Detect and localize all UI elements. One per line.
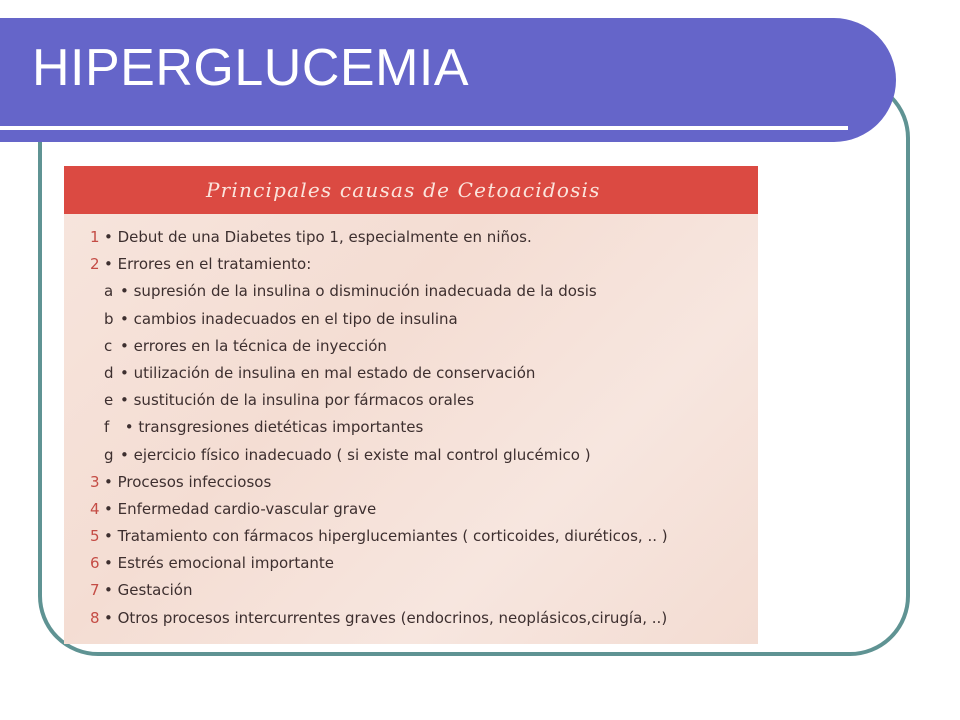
cause-subitem <box>64 360 758 387</box>
card-heading: Principales causas de Cetoacidosis <box>206 178 601 202</box>
card-header <box>64 166 758 214</box>
item-text: • Otros procesos intercurrentes graves (endocrinos, neoplásicos,cirugía, ..) <box>104 608 668 627</box>
item-marker: 2 <box>90 255 100 274</box>
item-marker: 8 <box>90 608 100 627</box>
item-marker: 6 <box>90 554 100 573</box>
cause-subitem <box>64 414 758 441</box>
slide-title: HIPERGLUCEMIA <box>32 39 470 97</box>
item-text: • ejercicio físico inadecuado ( si existe mal control glucémico ) <box>120 445 591 464</box>
causes-list <box>64 224 758 632</box>
item-text: • Enfermedad cardio-vascular grave <box>104 499 377 518</box>
item-marker: 5 <box>90 527 100 546</box>
cause-item <box>64 224 758 251</box>
cause-item <box>64 469 758 496</box>
item-marker: d <box>104 363 114 382</box>
cause-item <box>64 496 758 523</box>
cause-item <box>64 577 758 604</box>
cause-item <box>64 251 758 278</box>
cause-subitem <box>64 442 758 469</box>
item-marker: 1 <box>90 228 100 246</box>
cause-subitem <box>64 306 758 333</box>
item-marker: f <box>104 418 110 437</box>
item-text: • utilización de insulina en mal estado de conservación <box>120 363 536 382</box>
cause-subitem <box>64 387 758 414</box>
item-text: • Tratamiento con fármacos hiperglucemiantes ( corticoides, diuréticos, .. ) <box>104 527 668 546</box>
title-underline <box>0 126 848 130</box>
item-marker: 4 <box>90 499 100 518</box>
item-text: • errores en la técnica de inyección <box>120 336 387 355</box>
item-marker: a <box>104 282 114 301</box>
item-marker: e <box>104 391 114 410</box>
item-text: • Gestación <box>104 581 193 600</box>
item-text: • Estrés emocional importante <box>104 554 335 573</box>
cause-subitem <box>64 333 758 360</box>
cause-item <box>64 605 758 632</box>
item-marker: b <box>104 309 114 328</box>
item-marker: 3 <box>90 472 100 491</box>
cause-item <box>64 523 758 550</box>
causes-image <box>64 166 758 644</box>
item-text: • Debut de una Diabetes tipo 1, especialmente en niños. <box>104 228 532 246</box>
cause-item <box>64 550 758 577</box>
item-text: • supresión de la insulina o disminución inadecuada de la dosis <box>120 282 597 301</box>
item-text: • Procesos infecciosos <box>104 472 272 491</box>
item-text: • transgresiones dietéticas importantes <box>120 418 424 437</box>
cause-subitem <box>64 278 758 305</box>
item-marker: c <box>104 336 113 355</box>
item-text: • Errores en el tratamiento: <box>104 255 312 274</box>
item-marker: 7 <box>90 581 100 600</box>
item-text: • sustitución de la insulina por fármacos orales <box>120 391 475 410</box>
item-text: • cambios inadecuados en el tipo de insulina <box>120 309 458 328</box>
item-marker: g <box>104 445 114 464</box>
